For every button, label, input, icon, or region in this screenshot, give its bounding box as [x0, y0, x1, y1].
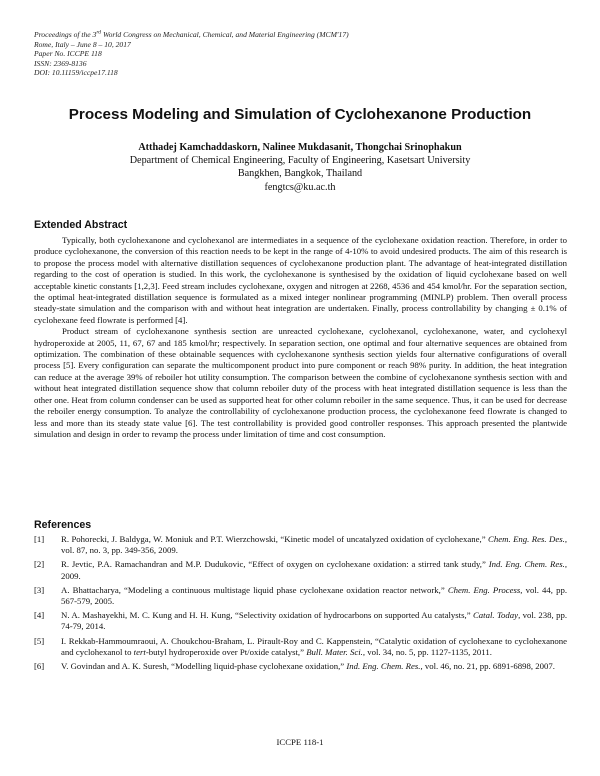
abstract-paragraph-2: Product stream of cyclohexanone synthesis section are unreacted cyclohexane, cyclohexanol, cyclohexanone, water, and cyclohexyl hydroperoxide at 2005, 11, 67, 67 and 185 kmol/hr; respectively. In separation section, one optimal and four alternative sequences are obtained from optimization. The combination of these obtainable sequences with cyclohexanone synthesis section yields four alternative configurations of overall process [5]. Every configuration can separate the multicomponent product into pure component or reach 98% purity. In addition, the heat integration can reduce at the average 39% of reboiler hot utility consumption. The comparison between the combine of cyclohexanone synthesis section with and without heat integrated distillation sequence show that column reboiler duty of the process with heat integrated distillation sequence is less than the other one. Heat from column condenser can be used as supported heat for other column reboiler in the same sequence. Thus, it can be used for decrease the reboiler energy consumption. To analyze the controllability of cyclohexanone production process, the cyclohexanone feed flowrate is changed to less and more than its steady state value [6]. The test controllability is provided good controller responses. This approach presented the plantwide simulation and design in order to revamp the process under limitation of time and cost consumption. — [34, 326, 567, 439]
author-names: Atthadej Kamchaddaskorn, Nalinee Mukdasanit, Thongchai Srinophakun — [138, 142, 462, 153]
reference-item: [6] V. Govindan and A. K. Suresh, “Modelling liquid-phase cyclohexane oxidation,” Ind. Eng. Chem. Res., vol. 46, no. 21, pp. 6891-6898, 2007. — [34, 661, 555, 672]
references-list — [34, 534, 567, 675]
abstract-body — [34, 235, 567, 440]
page-footer: ICCPE 118-1 — [276, 737, 324, 747]
reference-item: [3] A. Bhattacharya, “Modeling a continuous multistage liquid phase cyclohexane oxidation reactor network,” Chem. Eng. Process, vol. 44, pp. 567-579, 2005. — [34, 584, 568, 607]
author-location: Bangkhen, Bangkok, Thailand — [237, 168, 363, 180]
header-doi: DOI: 10.11159/iccpe17.118 — [34, 68, 118, 78]
header-paper-no: Paper No. ICCPE 118 — [34, 49, 102, 59]
reference-item: [4] N. A. Mashayekhi, M. C. Kung and H. H. Kung, “Selectivity oxidation of hydrocarbons on supported Au catalysts,” Catal. Today, vol. 238, pp. 74-79, 2014. — [34, 610, 568, 632]
author-block — [0, 141, 600, 194]
paper-title: Process Modeling and Simulation of Cyclohexanone Production — [68, 106, 532, 123]
author-email: fengtcs@ku.ac.th — [264, 181, 336, 193]
abstract-paragraph-1: Typically, both cyclohexanone and cyclohexanol are intermediates in a sequence of the cyclohexane oxidation reaction. Therefore, in order to produce cyclohexanone, the conversion of this reaction needs to be kept in the range of 4-10% to avoid undesired products. The aim of this research is to propose the process model with alternative distillation sequences of cyclohexanone production plant. The advantage of heat-integrated distillation regarding to the cost of operation is studied. In this work, the cyclohexanone is synthesised by the oxidation of liquid cyclohexane based on well acceptable kinetic constants [1,2,3]. Feed stream includes cyclohexane, oxygen and nitrogen at 2268, 4536 and 454 kmol/hr. For the separation section, the optimal heat-integrated distillation sequence is formulated as a mixed integer nonlinear programming (MINLP) problem. Then overall process steady-state simulation and the comparison with and without heat integration are undertaken. Finally, process controllability by changing ± 0.1% of cyclohexane feed flowrate is performed [4]. — [34, 235, 567, 325]
reference-item: [1] R. Pohorecki, J. Baldyga, W. Moniuk and P.T. Wierzchowski, “Kinetic model of uncatalyzed oxidation of cyclohexane,” Chem. Eng. Res. Des., vol. 87, no. 3, pp. 349-356, 2009. — [34, 534, 567, 556]
author-affiliation: Department of Chemical Engineering, Faculty of Engineering, Kasetsart University — [129, 155, 471, 167]
abstract-heading: Extended Abstract — [34, 219, 128, 231]
proceedings-header — [34, 30, 349, 78]
header-conference: Proceedings of the 3rd World Congress on Mechanical, Chemical, and Material Engineering (MCM'17) — [34, 29, 349, 39]
references-heading: References — [34, 519, 92, 531]
reference-item: [5] I. Rekkab-Hammoumraoui, A. Choukchou-Braham, L. Pirault-Roy and C. Kappenstein, “Catalytic oxidation of cyclohexane to cyclohexanone and cyclohexanol to tert-butyl hydroperoxide over Pt/oxide catalyst,” Bull. Mater. Sci., vol. 34, no. 5, pp. 1127-1135, 2011. — [34, 635, 567, 657]
header-location: Rome, Italy – June 8 – 10, 2017 — [34, 39, 131, 49]
header-issn: ISSN: 2369-8136 — [34, 58, 87, 68]
reference-item: [2] R. Jevtic, P.A. Ramachandran and M.P. Dudukovic, “Effect of oxygen on cyclohexane oxidation: a stirred tank study,” Ind. Eng. Chem. Res., 2009. — [34, 559, 568, 581]
